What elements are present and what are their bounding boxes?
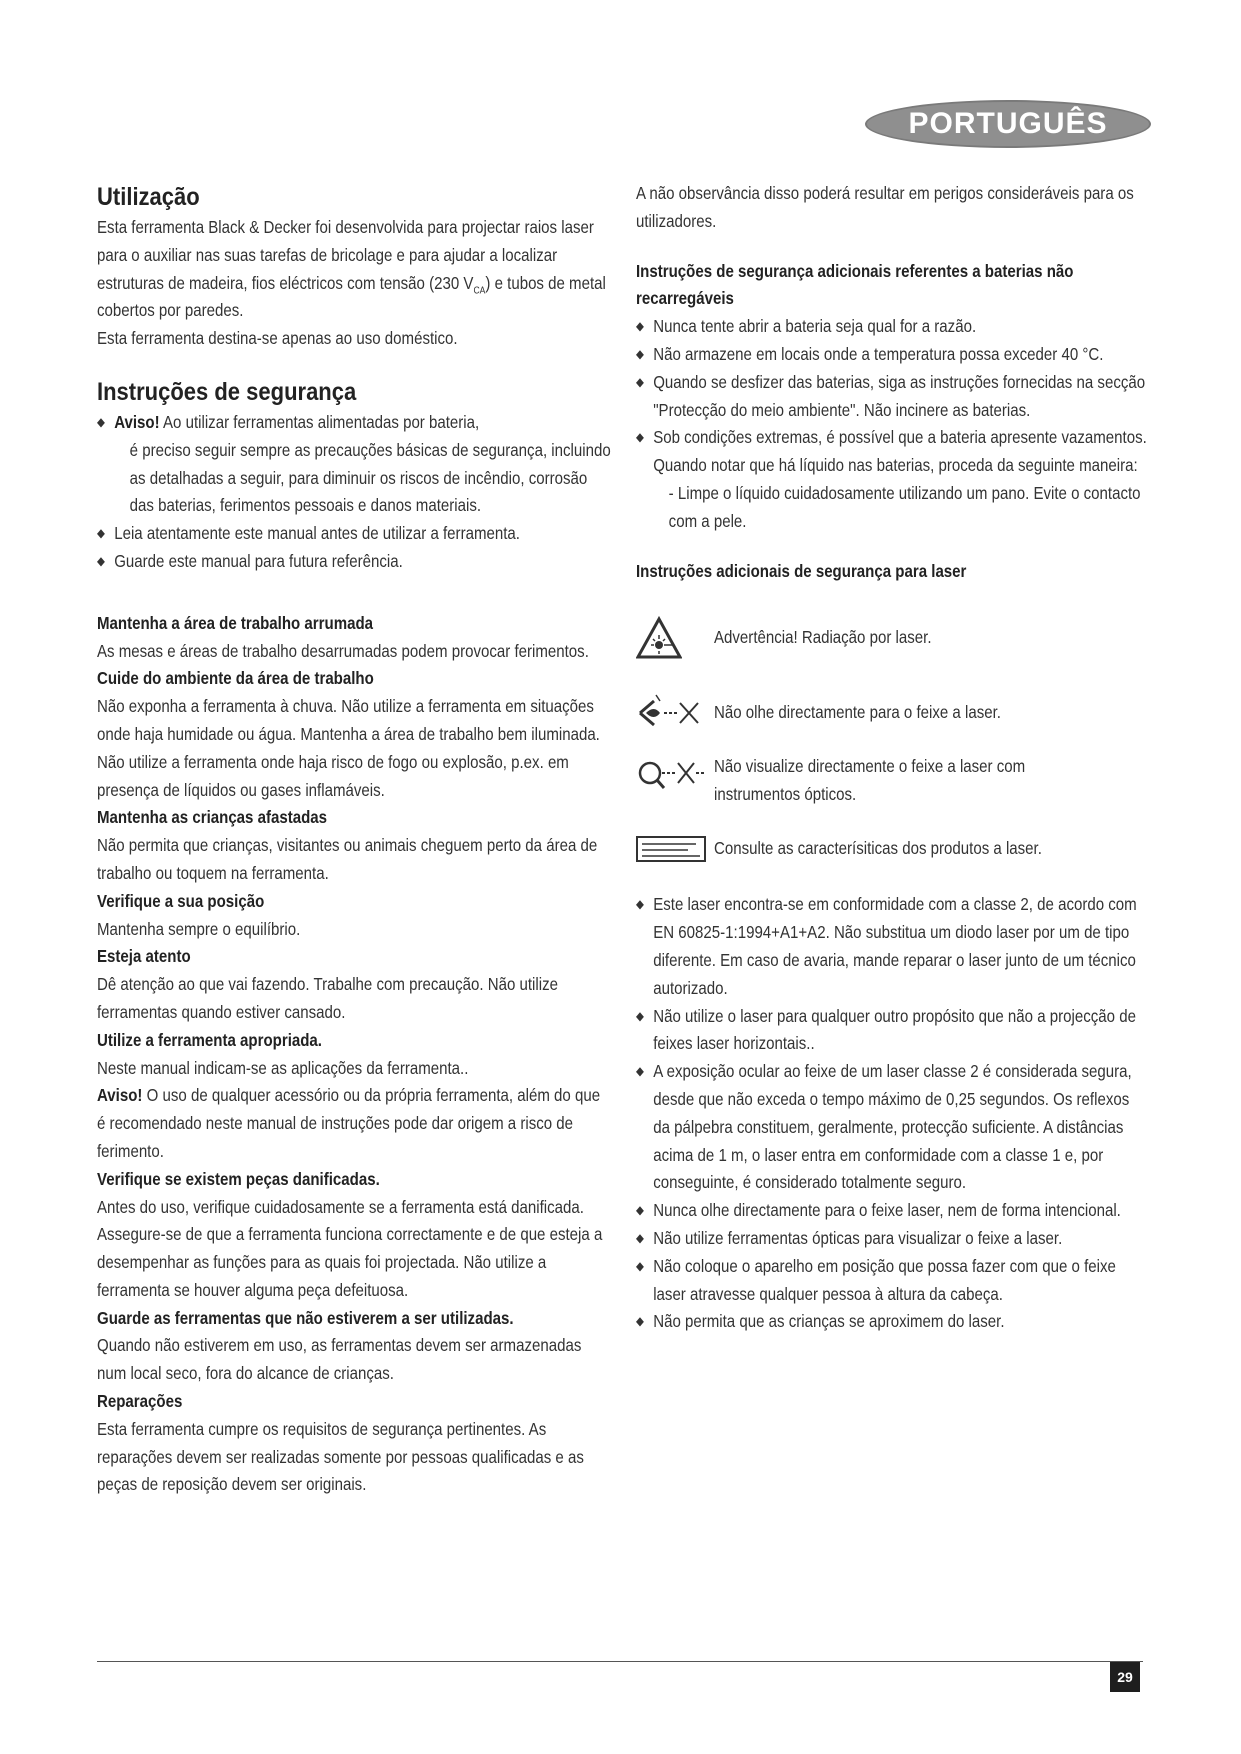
- battery-bullet: ◆ Nunca tente abrir a bateria seja qual for a razão.: [636, 313, 1150, 341]
- bullet-icon: ◆: [97, 414, 105, 429]
- laser-bullet: ◆ A exposição ocular ao feixe de um laser classe 2 é considerada segura, desde que não exceda o tempo máximo de 0,25 segundos. Os reflexos da pálpebra constituem, geralmente, protecção suficiente. A distâncias acima de 1 m, o laser entra em conformidade com a classe 1 e, por conseguinte, é considerado totalmente seguro.: [636, 1058, 1150, 1197]
- right-text: [636, 180, 1150, 585]
- bullet-aviso: ◆ Aviso! Ao utilizar ferramentas alimentadas por bateria, é preciso seguir sempre as precauções básicas de segurança, incluindo as detalhadas a seguir, para diminuir os riscos de incêndio, corrosão das baterias, ferimentos pessoais e danos materiais.: [97, 409, 611, 520]
- section-title-seguranca: Instruções de segurança: [97, 377, 357, 406]
- battery-dash-item: - Limpe o líquido cuidadosamente utilizando um pano. Evite o contacto com a pele.: [668, 482, 1141, 531]
- utilizacao-paragraph: Esta ferramenta Black & Decker foi desenvolvida para projectar raios laser para o auxiliar nas suas tarefas de bricolage e para ajudar a localizar estruturas de madeira, fios eléctricos com tensão (230 $V_{CA}$) e tubos de metal cobertos por paredes.: [97, 217, 606, 321]
- magnifier-no-optics-icon: [636, 753, 714, 797]
- laser-bullet: ◆ Este laser encontra-se em conformidade com a classe 2, de acordo com EN 60825-1:1994+A1+A2. Não substitua um diodo laser por um de tipo diferente. Em caso de avaria, mande reparar o laser junto de um técnico autorizado.: [636, 891, 1150, 1002]
- laser-label-icon: [636, 836, 714, 862]
- seguranca-text: [97, 409, 611, 1499]
- section-heading: Guarde as ferramentas que não estiverem a ser utilizadas.: [97, 1307, 514, 1328]
- laser-warning-icon: [636, 616, 714, 660]
- bullet-icon: ◆: [636, 319, 644, 334]
- utilizacao-text: [97, 214, 611, 353]
- bullet-icon: ◆: [636, 1258, 644, 1273]
- laser-heading: Instruções adicionais de segurança para laser: [636, 560, 967, 581]
- bullet-icon: ◆: [97, 553, 105, 568]
- section-body: Antes do uso, verifique cuidadosamente se a ferramenta está danificada. Assegure-se de que a ferramenta funciona correctamente e de que esteja a desempenhar as funções para as quais foi projectada. Não utilize a ferramenta se houver alguma peça defeituosa.: [97, 1196, 603, 1300]
- laser-bullets: [636, 891, 1150, 1336]
- icon-text: Advertência! Radiação por laser.: [714, 627, 932, 648]
- battery-bullet: ◆ Sob condições extremas, é possível que a bateria apresente vazamentos. Quando notar que há líquido nas baterias, proceda da seguinte maneira:: [636, 424, 1150, 480]
- icon-text: Não visualize directamente o feixe a laser com instrumentos ópticos.: [714, 756, 1026, 805]
- bullet-icon: ◆: [636, 1314, 644, 1329]
- icon-text: Não olhe directamente para o feixe a laser.: [714, 702, 1001, 723]
- icon-text: Consulte as caracterísiticas dos produtos a laser.: [714, 838, 1042, 859]
- bullet-icon: ◆: [636, 897, 644, 912]
- section-body: As mesas e áreas de trabalho desarrumadas podem provocar ferimentos.: [97, 640, 589, 661]
- bullet-icon: ◆: [636, 374, 644, 389]
- section-heading: Cuide do ambiente da área de trabalho: [97, 668, 374, 689]
- section-body: Quando não estiverem em uso, as ferramentas devem ser armazenadas num local seco, fora do alcance de crianças.: [97, 1335, 582, 1384]
- footer-rule: [97, 1661, 1143, 1662]
- left-column: [97, 180, 612, 1499]
- bullet-icon: ◆: [636, 1230, 644, 1245]
- laser-bullet: ◆ Não utilize o laser para qualquer outro propósito que não a projecção de feixes laser horizontais..: [636, 1003, 1150, 1059]
- eye-no-stare-icon: [636, 693, 714, 733]
- section-heading: Mantenha as crianças afastadas: [97, 807, 328, 828]
- laser-bullet: ◆ Não utilize ferramentas ópticas para visualizar o feixe a laser.: [636, 1225, 1150, 1253]
- no-stare-row: [636, 673, 1151, 753]
- section-heading: Esteja atento: [97, 946, 191, 967]
- section-heading: Mantenha a área de trabalho arrumada: [97, 612, 374, 633]
- section-body: Dê atenção ao que vai fazendo. Trabalhe com precaução. Não utilize ferramentas quando estiver cansado.: [97, 974, 559, 1022]
- section-title-utilizacao: Utilização: [97, 183, 200, 211]
- no-optics-row: [636, 753, 1151, 827]
- section-body: Não permita que crianças, visitantes ou animais cheguem perto da área de trabalho ou toquem na ferramenta.: [97, 835, 598, 883]
- laser-bullet: ◆ Não permita que as crianças se aproximem do laser.: [636, 1308, 1150, 1336]
- section-heading: Utilize a ferramenta apropriada.: [97, 1029, 322, 1050]
- section-heading: Verifique a sua posição: [97, 890, 265, 911]
- bullet-icon: ◆: [636, 430, 644, 445]
- section-body: Não exponha a ferramenta à chuva. Não utilize a ferramenta em situações onde haja humidade ou água. Mantenha a área de trabalho bem iluminada. Não utilize a ferramenta onde haja risco de fogo ou explosão, p.ex. em presença de líquidos ou gases inflamáveis.: [97, 696, 600, 800]
- laser-warning-row: [636, 603, 1151, 673]
- bullet-leia: ◆ Leia atentamente este manual antes de utilizar a ferramenta.: [97, 520, 611, 548]
- aviso-2: Aviso! O uso de qualquer acessório ou da própria ferramenta, além do que é recomendado neste manual de instruções pode dar origem a risco de ferimento.: [97, 1085, 601, 1161]
- bullet-guarde: ◆ Guarde este manual para futura referência.: [97, 548, 611, 576]
- section-heading: Reparações: [97, 1391, 183, 1412]
- bullet-icon: ◆: [636, 1064, 644, 1079]
- battery-bullet: ◆ Não armazene em locais onde a temperatura possa exceder 40 °C.: [636, 341, 1150, 369]
- section-body: Mantenha sempre o equilíbrio.: [97, 918, 301, 939]
- intro-paragraph: A não observância disso poderá resultar em perigos consideráveis para os utilizadores.: [636, 183, 1134, 231]
- section-body: Esta ferramenta cumpre os requisitos de segurança pertinentes. As reparações devem ser realizadas somente por pessoas qualificadas e as peças de reposição devem ser originais.: [97, 1418, 584, 1495]
- section-heading: Verifique se existem peças danificadas.: [97, 1168, 380, 1189]
- battery-bullet: ◆ Quando se desfizer das baterias, siga as instruções fornecidas na secção "Protecção do meio ambiente". Não incinere as baterias.: [636, 369, 1150, 425]
- language-badge: PORTUGUÊS: [865, 100, 1151, 148]
- battery-heading: Instruções de segurança adicionais referentes a baterias não recarregáveis: [636, 260, 1074, 309]
- section-body: Neste manual indicam-se as aplicações da ferramenta..: [97, 1057, 469, 1078]
- bullet-icon: ◆: [636, 346, 644, 361]
- bullet-icon: ◆: [636, 1203, 644, 1218]
- bullet-icon: ◆: [636, 1008, 644, 1023]
- label-row: [636, 827, 1151, 871]
- page-number: 29: [1110, 1662, 1140, 1692]
- laser-bullet: ◆ Não coloque o aparelho em posição que possa fazer com que o feixe laser atravesse qualquer pessoa à altura da cabeça.: [636, 1253, 1150, 1309]
- utilizacao-paragraph-2: Esta ferramenta destina-se apenas ao uso doméstico.: [97, 328, 458, 349]
- bullet-icon: ◆: [97, 526, 105, 541]
- laser-bullet: ◆ Nunca olhe directamente para o feixe laser, nem de forma intencional.: [636, 1197, 1150, 1225]
- right-column: [636, 180, 1151, 1336]
